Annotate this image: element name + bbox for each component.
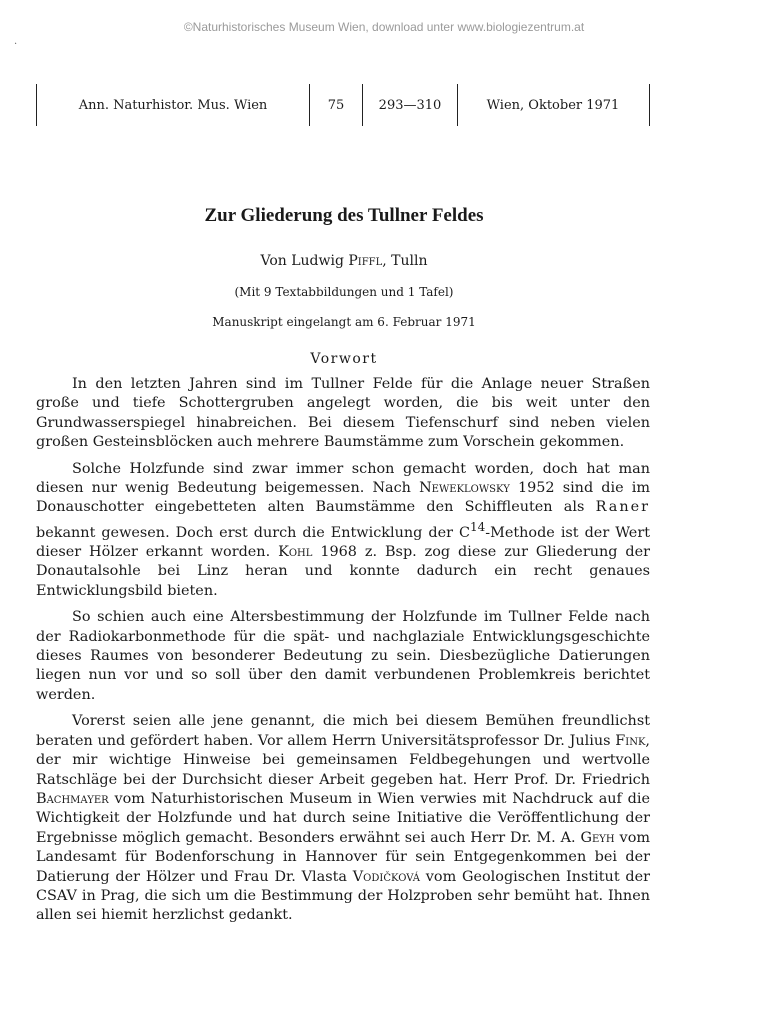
byline-suffix: , Tulln (382, 253, 428, 269)
section-heading: Vorwort (310, 351, 378, 367)
watermark-text: ©Naturhistorisches Museum Wien, download unter www.biologiezentrum.at (183, 20, 585, 34)
received-date: Manuskript eingelangt am 6. Februar 1971 (212, 315, 476, 329)
text-run: vom Geologischen Institut der CSAV in Prag, die sich um die Bestimmung der Holzproben sehr bemüht hat. Ihnen allen sei hiemit herzlichst gedankt. (36, 868, 651, 924)
text-run: 1952 sind die im Donauschotter eingebetteten alten Baumstämme den Schiffleuten als (36, 480, 651, 516)
byline-prefix: Von Ludwig (260, 253, 349, 269)
cited-author: Neweklowsky (419, 480, 510, 497)
person-name: Bachmayer (36, 790, 109, 807)
cited-author: Kohl (278, 544, 313, 561)
journal-pages: 293—310 (378, 97, 442, 113)
journal-header (36, 84, 650, 126)
text-run: -Methode ist der Wert dieser Hölzer erkannt worden. (36, 524, 650, 561)
author-byline (0, 253, 688, 269)
person-name: Geyh (580, 829, 615, 846)
superscript: 14 (469, 519, 486, 534)
person-name: Vodičková (352, 868, 420, 885)
text-run: , der mir wichtige Hinweise bei gemeinsamen Feldbegehungen und wertvolle Ratschläge bei der Durchsicht dieser Arbeit gegeben hat. Herr Prof. Dr. Friedrich (36, 732, 650, 788)
margin-mark: . (14, 36, 18, 47)
text-run: Vorerst seien alle jene genannt, die mich bei diesem Bemühen freundlichst beraten und gefördert haben. Vor allem Herrn Universitätsprofessor Dr. Julius (36, 713, 650, 749)
text-run: bekannt gewesen. Doch erst durch die Entwicklung der C (36, 524, 470, 541)
article-body (36, 375, 650, 933)
author-name: Piffl (348, 253, 383, 269)
paragraph: In den letzten Jahren sind im Tullner Felde für die Anlage neuer Straßen große und tiefe Schottergruben angelegt worden, die bis weit unter den Grundwasserspiegel hinabreichen. Bei diesem Tiefenschurf sind neben vielen großen Gesteinsblöcken auch mehrere Baumstämme zum Vorschein gekommen. (36, 376, 650, 451)
text-run: Solche Holzfunde sind zwar immer schon gemacht worden, doch hat man diesen nur wenig Bedeutung beigemessen. Nach (36, 460, 650, 497)
paragraph (36, 712, 650, 925)
person-name: Fink (615, 732, 646, 749)
paragraph (36, 460, 650, 602)
paragraph: So schien auch eine Altersbestimmung der Holzfunde im Tullner Felde nach der Radiokarbonmethode für die spät- und nachglaziale Entwicklungsgeschichte dieses Raumes von besonderer Bedeutung zu sein. Diesbezügliche Datierungen liegen nun vor und so soll über den damit verbundenen Problemkreis berichtet werden. (36, 609, 650, 703)
emphasized-term: Raner (595, 499, 650, 516)
article-title: Zur Gliederung des Tullner Feldes (204, 205, 484, 226)
journal-volume: 75 (327, 97, 345, 113)
journal-name: Ann. Naturhistor. Mus. Wien (78, 97, 268, 113)
text-run: vom Landesamt für Bodenforschung in Hannover für sein Entgegenkommen bei der Datierung der Hölzer und Frau Dr. Vlasta (36, 829, 651, 885)
text-run: 1968 z. Bsp. zog diese zur Gliederung der Donautalsohle bei Linz heran und konnte dadurch ein recht genaues Entwicklungsbild bieten. (36, 544, 650, 599)
journal-place-date: Wien, Oktober 1971 (486, 97, 620, 113)
text-run: vom Naturhistorischen Museum in Wien verwies mit Nachdruck auf die Wichtigkeit der Holzfunde und hat durch seine Initiative die Veröffentlichung der Ergebnisse möglich gemacht. Besonders erwähnt sei auch Herr Dr. M. A. (36, 790, 650, 846)
figures-note: (Mit 9 Textabbildungen und 1 Tafel) (234, 285, 454, 299)
